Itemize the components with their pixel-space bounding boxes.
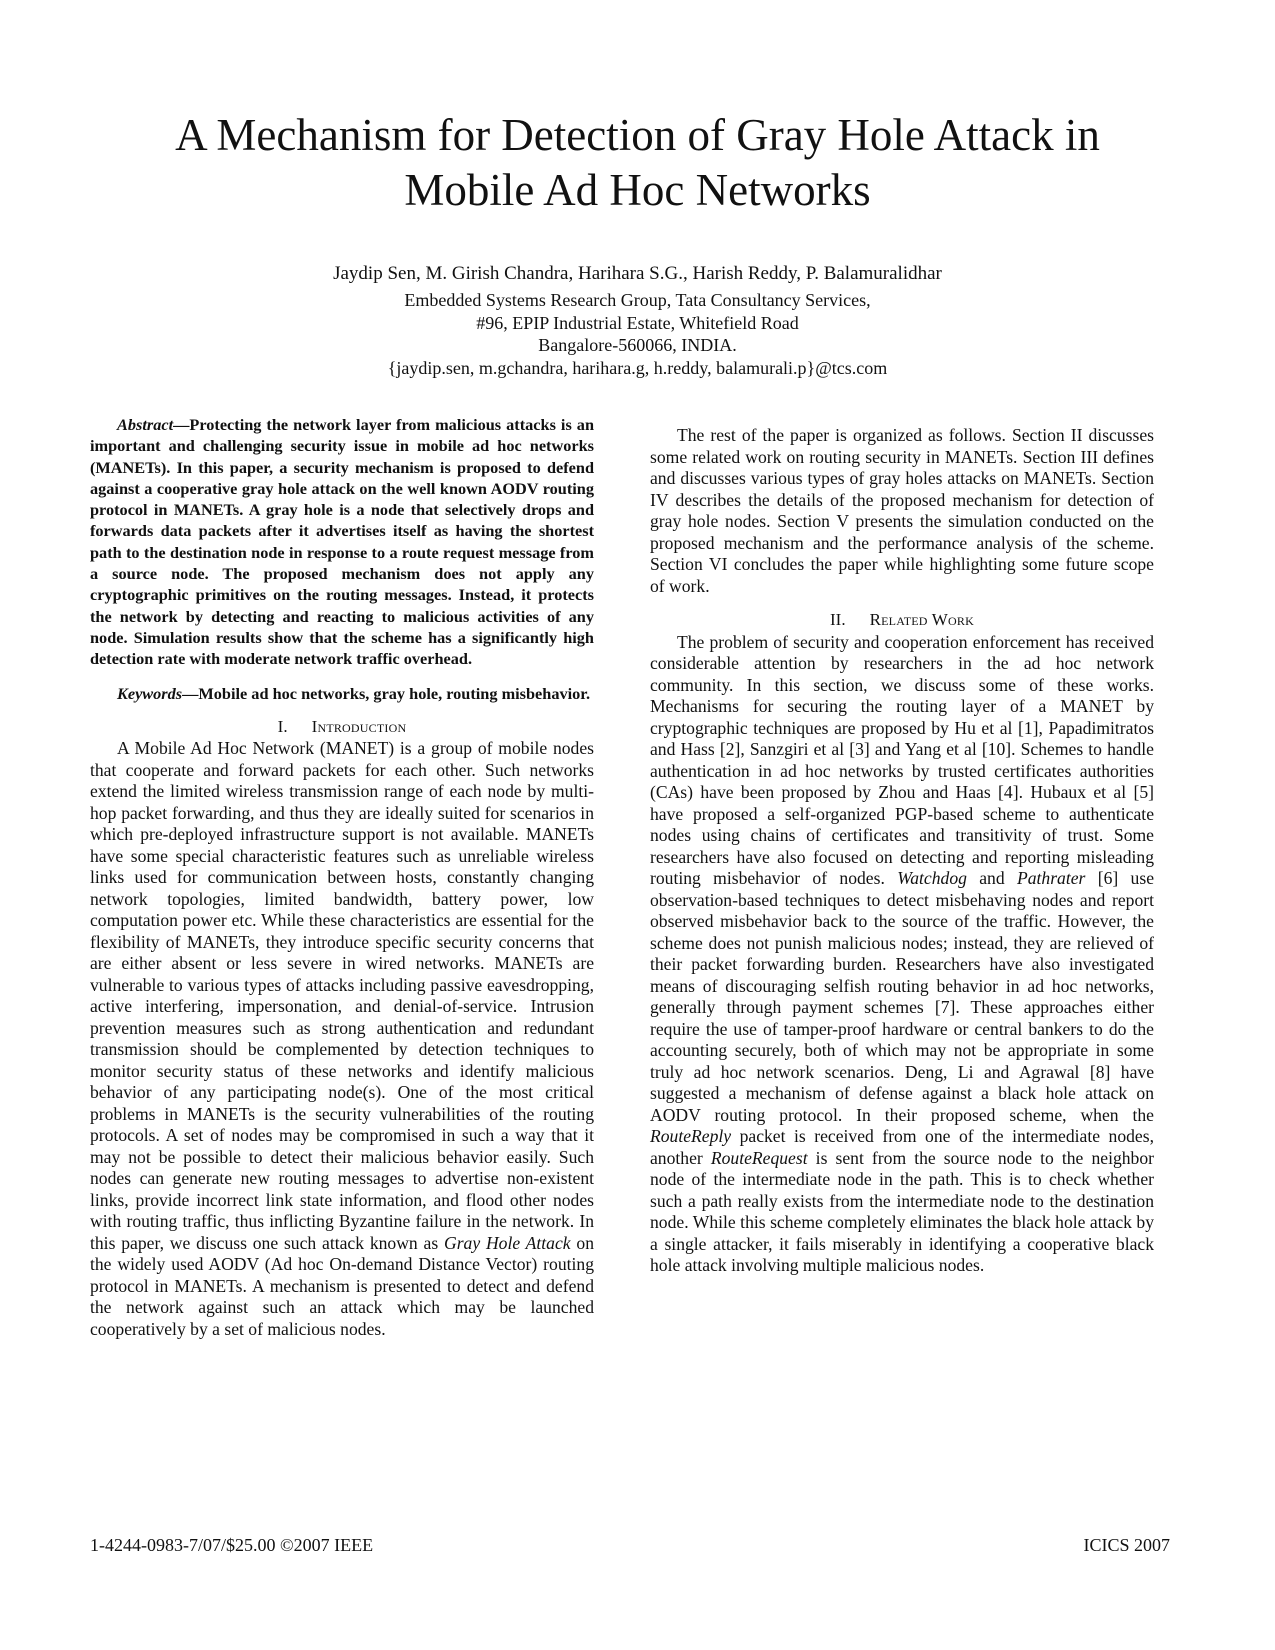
paper-title bbox=[80, 108, 1195, 218]
section-title: Related Work bbox=[869, 610, 974, 629]
right-column bbox=[650, 414, 1154, 1277]
affiliation-line: Embedded Systems Research Group, Tata Consultancy Services, bbox=[404, 290, 871, 310]
keywords bbox=[90, 683, 594, 704]
emphasis-term: RouteReply bbox=[650, 1126, 732, 1146]
title-line-1: A Mechanism for Detection of Gray Hole Attack in bbox=[175, 110, 1100, 160]
emphasis-term: Pathrater bbox=[1016, 868, 1086, 888]
abstract bbox=[90, 414, 594, 670]
keywords-label: Keywords bbox=[117, 683, 183, 703]
paragraph-text: A Mobile Ad Hoc Network (MANET) is a group of mobile nodes that cooperate and forward packets for each other. Such networks extend the limited wireless transmission range of each node by multi-hop packet forwarding, and thus they are ideally suited for scenarios in which pre-deployed infrastructure support is not available. MANETs have some special characteristic features such as unreliable wireless links used for communication between hosts, constantly changing network topologies, limited bandwidth, battery power, low computation power etc. While these characteristics are essential for the flexibility of MANETs, they introduce specific security concerns that are either absent or less severe in wired networks. MANETs are vulnerable to various types of attacks including passive eavesdropping, active interfering, impersonation, and denial-of-service. Intrusion prevention measures such as strong authentication and redundant transmission should be complemented by detection techniques to monitor security status of these networks and identify malicious behavior of any participating node(s). One of the most critical problems in MANETs is the security vulnerabilities of the routing protocols. A set of nodes may be compromised in such a way that it may not be possible to detect their malicious behavior easily. Such nodes can generate new routing messages to advertise non-existent links, provide incorrect link state information, and flood other nodes with routing traffic, thus inflicting Byzantine failure in the network. In this paper, we discuss one such attack known as bbox=[90, 738, 594, 1253]
title-line-2: Mobile Ad Hoc Networks bbox=[404, 165, 871, 215]
section-heading-related-work bbox=[650, 609, 1154, 631]
section-number: II. bbox=[830, 610, 846, 629]
emphasis-term: Gray Hole Attack bbox=[444, 1232, 571, 1253]
paragraph-text: The problem of security and cooperation enforcement has received considerable attention by researchers in the ad hoc network community. In this section, we discuss some of these works. Mechanisms for securing the routing layer of a MANET by cryptographic techniques are proposed by Hu et al [1], Papadimitratos and Hass [2], Sanzgiri et al [3] and Yang et al [10]. Schemes to handle authentication in ad hoc networks by trusted certificates authorities (CAs) have been proposed by Zhou and Haas [4]. Hubaux et al [5] have proposed a self-organized PGP-based scheme to authenticate nodes using chains of certificates and transitivity of trust. Some researchers have also focused on detecting and reporting misleading routing misbehavior of nodes. bbox=[650, 631, 1154, 888]
copyright-footer: 1-4244-0983-7/07/$25.00 ©2007 IEEE bbox=[90, 1535, 374, 1555]
paragraph-text: on the widely used AODV (Ad hoc On-demand Distance Vector) routing protocol in MANETs. A mechanism is presented to detect and defend the network against such an attack which may be launched cooperatively by a set of malicious nodes. bbox=[90, 1232, 594, 1339]
paragraph-text: is sent from the source node to the neighbor node of the intermediate node in the path. This is to check whether such a path really exists from the intermediate node to the destination node. While this scheme completely eliminates the black hole attack by a single attacker, it fails miserably in identifying a cooperative black hole attack involving multiple malicious nodes. bbox=[650, 1147, 1155, 1275]
affiliation-line: Bangalore-560066, INDIA. bbox=[538, 335, 737, 355]
abstract-label: Abstract bbox=[117, 415, 174, 434]
related-work-paragraph bbox=[650, 632, 1154, 1277]
section-title: Introduction bbox=[311, 716, 407, 736]
intro-paragraph-1 bbox=[90, 738, 594, 1340]
emphasis-term: Watchdog bbox=[897, 868, 967, 888]
author-list: Jaydip Sen, M. Girish Chandra, Harihara S.G., Harish Reddy, P. Balamuralidhar bbox=[333, 263, 942, 284]
author-emails: {jaydip.sen, m.gchandra, harihara.g, h.reddy, balamurali.p}@tcs.com bbox=[387, 357, 888, 378]
conference-footer: ICICS 2007 bbox=[1083, 1535, 1170, 1555]
abstract-text: —Protecting the network layer from malicious attacks is an important and challenging security issue in mobile ad hoc networks (MANETs). In this paper, a security mechanism is proposed to defend against a cooperative gray hole attack on the well known AODV routing protocol in MANETs. A gray hole is a node that selectively drops and forwards data packets after it advertises itself as having the shortest path to the destination node in response to a route request message from a source node. The proposed mechanism does not apply any cryptographic primitives on the routing messages. Instead, it protects the network by detecting and reacting to malicious activities of any node. Simulation results show that the scheme has a significantly high detection rate with moderate network traffic overhead. bbox=[90, 415, 594, 669]
section-number: I. bbox=[277, 716, 288, 736]
section-heading-introduction bbox=[90, 716, 594, 738]
keywords-text: —Mobile ad hoc networks, gray hole, routing misbehavior. bbox=[182, 683, 591, 703]
affiliation-block bbox=[80, 289, 1195, 379]
emphasis-term: RouteRequest bbox=[710, 1147, 808, 1168]
paragraph-text: [6] use observation-based techniques to detect misbehaving nodes and report observed misbehavior back to the source of the traffic. However, the scheme does not punish malicious nodes; instead, they are relieved of their packet forwarding burden. Researchers have also investigated means of discouraging selfish routing behavior in ad hoc networks, generally through payment schemes [7]. These approaches either require the use of tamper-proof hardware or central bankers to do the accounting securely, both of which may not be appropriate in some truly ad hoc network scenarios. Deng, Li and Agrawal [8] have suggested a mechanism of defense against a black hole attack on AODV routing protocol. In their proposed scheme, when the bbox=[650, 868, 1154, 1125]
intro-paragraph-2: The rest of the paper is organized as follows. Section II discusses some related work on routing security in MANETs. Section III defines and discusses various types of gray holes attacks on MANETs. Section IV describes the details of the proposed mechanism for detection of gray hole nodes. Section V presents the simulation conducted on the proposed mechanism and the performance analysis of the scheme. Section VI concludes the paper while highlighting some future scope of work. bbox=[650, 425, 1154, 596]
left-column bbox=[90, 414, 594, 1340]
paragraph-text: packet is received from one of the intermediate nodes, another bbox=[650, 1126, 1154, 1168]
affiliation-line: #96, EPIP Industrial Estate, Whitefield Road bbox=[476, 312, 799, 333]
paragraph-text: and bbox=[966, 868, 1017, 888]
